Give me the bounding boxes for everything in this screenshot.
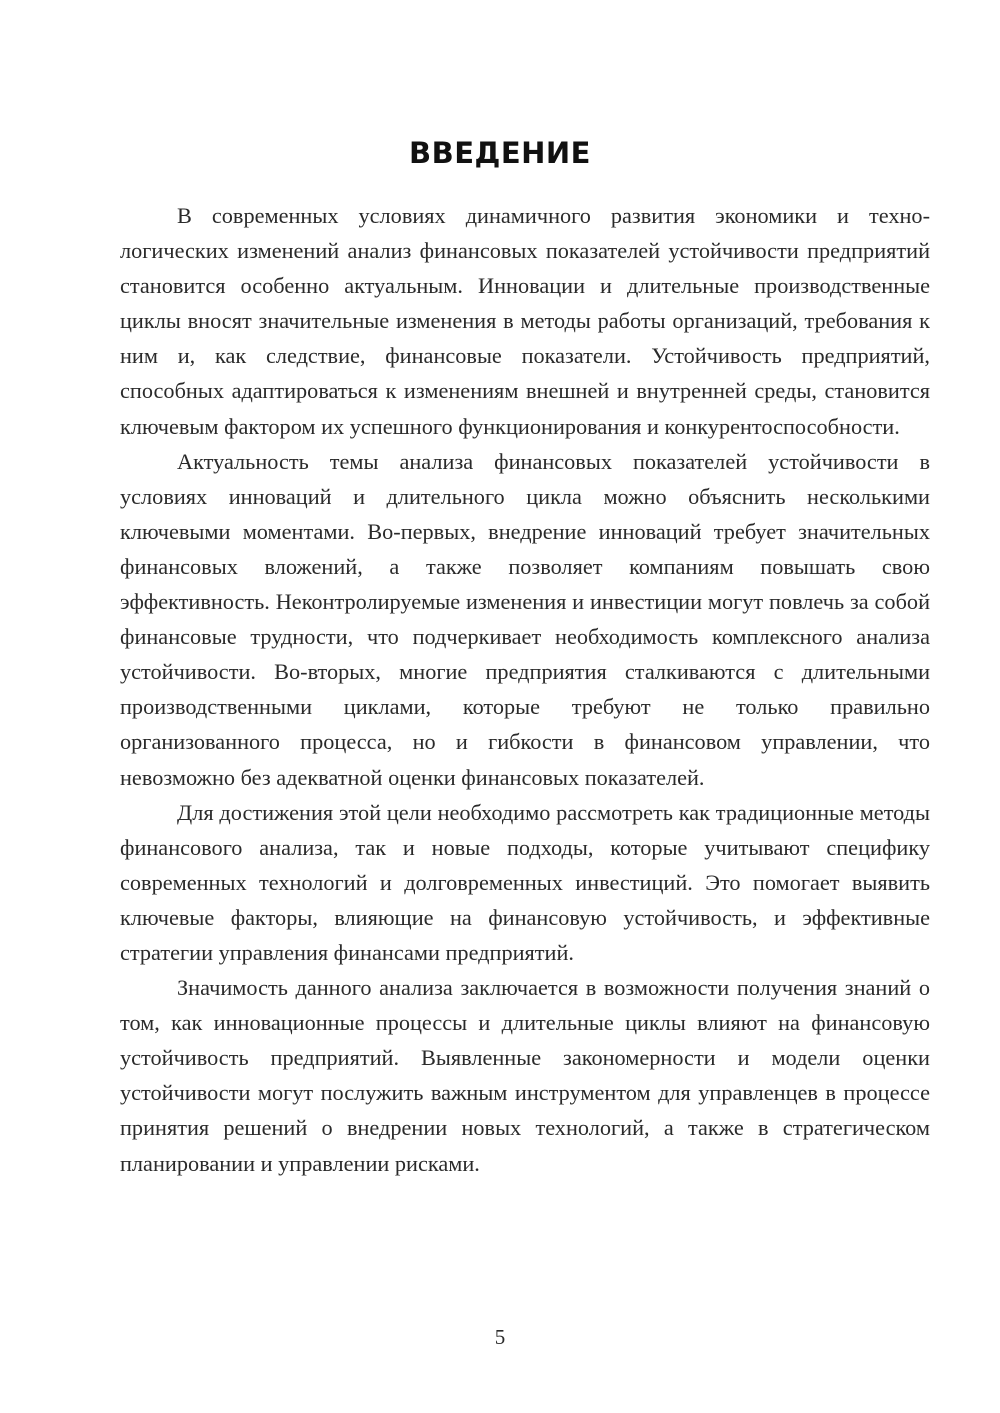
page-title: ВВЕДЕНИЕ (408, 136, 591, 170)
document-body (120, 198, 930, 1181)
paragraph: Для достижения этой цели необходимо рассмотреть как традиционные методы финансового анализа, так и новые подходы, которые учитывают специфику современных технологий и долговременных инвестиций. Это помогает выявить ключевые факторы, влияющие на финансовую устойчивость, и эффективные стратегии управления финансами предприятий. (120, 799, 930, 965)
page-number: 5 (494, 1325, 506, 1349)
paragraph: В современных условиях динамичного развития экономики и технологических изменений анализ финансовых показателей устойчивости предприятий становится особенно актуальным. Инновации и длительные производственные циклы вносят значительные изменения в методы работы организаций, требования к ним и, как следствие, финансовые показатели. Устойчивость предприятий, способных адаптироваться к изменениям внешней и внутренней среды, становится ключевым фактором их успешного функционирования и конкурентоспособности. (120, 203, 930, 439)
paragraph: Актуальность темы анализа финансовых показателей устойчивости в условиях инноваций и длительного цикла можно объяснить несколькими ключевыми моментами. Во-первых, внедрение инноваций требует значительных финансовых вложений, а также позволяет компаниям повышать свою эффективность. Неконтролируемые изменения и инвестиции могут повлечь за собой финансовые трудности, что подчеркивает необходимость комплексного анализа устойчивости. Во-вторых, многие предприятия сталкиваются с длительными производственными циклами, которые требуют не только правильно организованного процесса, но и гибкости в финансовом управлении, что невозможно без адекватной оценки финансовых показателей. (120, 448, 930, 790)
paragraph: Значимость данного анализа заключается в возможности получения знаний о том, как инновационные процессы и длительные циклы влияют на финансовую устойчивость предприятий. Выявленные закономерности и модели оценки устойчивости могут послужить важным инструментом для управленцев в процессе принятия решений о внедрении новых технологий, а также в стратегическом планировании и управлении рисками. (120, 975, 930, 1176)
